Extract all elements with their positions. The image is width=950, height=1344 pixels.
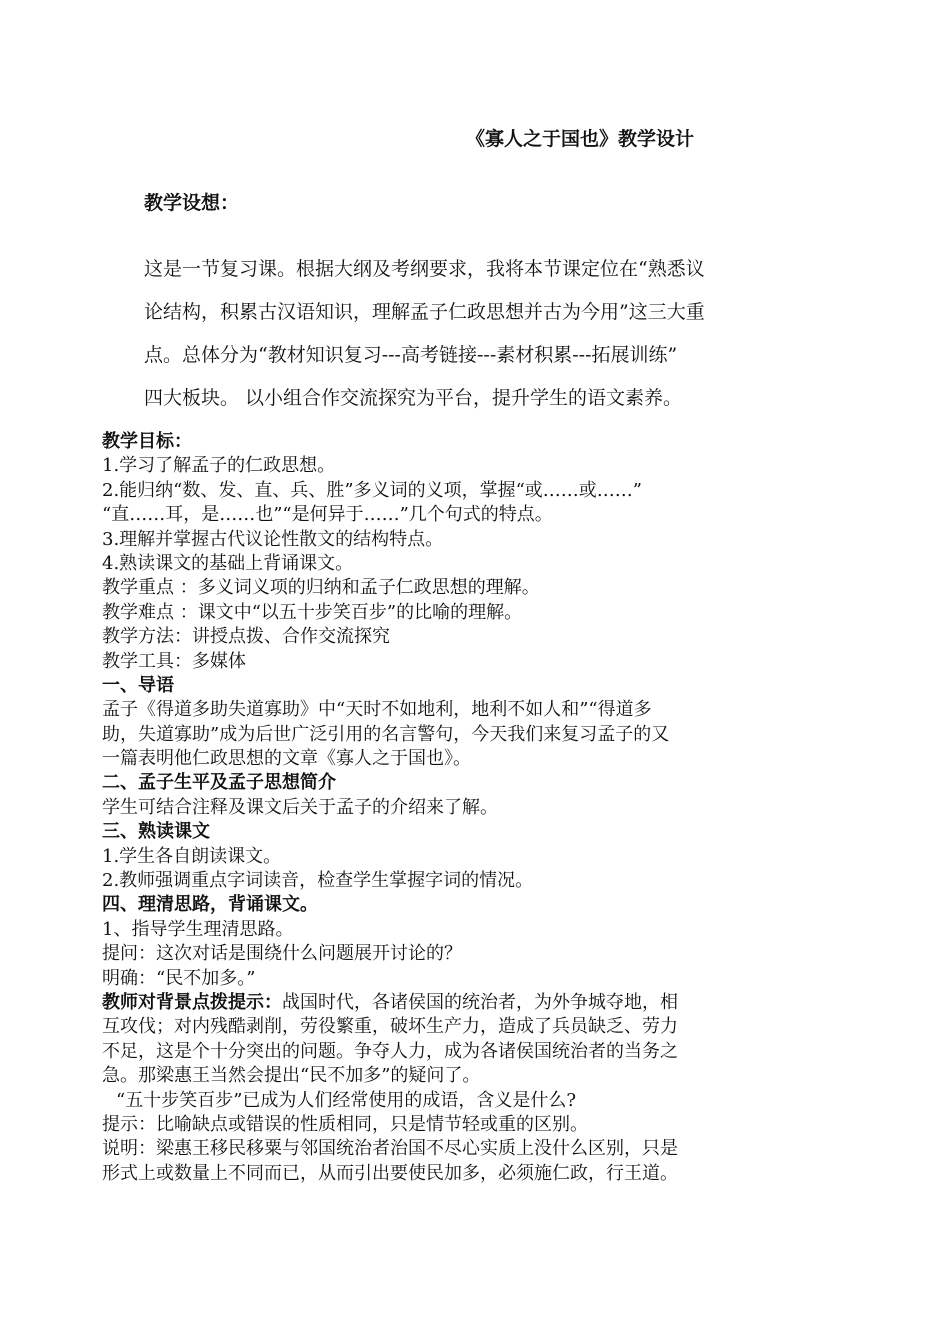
idiom-question: “五十步笑百步”已成为人们经常使用的成语，含义是什么? [116,1089,577,1111]
document-title: 《寡人之于国也》教学设计 [466,128,695,150]
section-4-line: 提问：这次对话是围绕什么问题展开讨论的？ [102,943,462,965]
explanation-line: 形式上或数量上不同而已，从而引出要使民加多，必须施仁政，行王道。 [102,1162,678,1184]
section-1-line: 孟子《得道多助失道寡助》中“天时不如地利，地利不如人和”“得道多 [102,699,652,721]
key-point: 教学重点 ：多义词义项的归纳和孟子仁政思想的理解。 [102,577,540,599]
goal-item: 1.学习了解孟子的仁政思想。 [102,455,336,477]
intro-line: 点。总体分为“教材知识复习---高考链接---素材积累---拓展训练” [144,344,678,366]
section-1-line: 一篇表明他仁政思想的文章《寡人之于国也》。 [102,748,471,770]
section-2-line: 学生可结合注释及课文后关于孟子的介绍来了解。 [102,796,498,818]
section-3-line: 1.学生各自朗读课文。 [102,845,282,867]
background-hint-line: 急。那梁惠王当然会提出“民不加多”的疑问了。 [102,1065,481,1087]
goal-item: 3.理解并掌握古代议论性散文的结构特点。 [102,528,444,550]
intro-line: 这是一节复习课。根据大纲及考纲要求，我将本节课定位在“熟悉议 [144,258,705,280]
goal-item: 4.熟读课文的基础上背诵课文。 [102,552,354,574]
section-1-line: 助，失道寡助”成为后世广泛引用的名言警句，今天我们来复习孟子的又 [102,723,670,745]
background-hint-label: 教师对背景点拨提示： [102,991,282,1013]
background-hint-line [102,991,802,1015]
section-2-heading: 二、孟子生平及孟子思想简介 [102,772,336,794]
teaching-method: 教学方法：讲授点拨、合作交流探究 [102,626,390,648]
intro-line: 四大板块。 以小组合作交流探究为平台，提升学生的语文素养。 [144,387,683,409]
section-4-line: 明确：“民不加多。” [102,967,256,989]
explanation-line: 说明：梁惠王移民移粟与邻国统治者治国不尽心实质上没什么区别，只是 [102,1138,678,1160]
teaching-tools: 教学工具：多媒体 [102,650,246,672]
section-3-line: 2.教师强调重点字词读音，检查学生掌握字词的情况。 [102,870,534,892]
section-1-heading: 一、导语 [102,674,174,696]
background-hint-text: 战国时代，各诸侯国的统治者，为外争城夺地，相 [282,991,678,1013]
teaching-idea-heading: 教学设想： [144,192,240,214]
goal-item: “直……耳，是……也”“是何异于……”几个句式的特点。 [102,504,553,526]
document-body [102,430,802,1186]
section-4-heading: 四、理清思路，背诵课文。 [102,894,318,916]
goal-item: 2.能归纳“数、发、直、兵、胜”多义词的义项，掌握“或……或……” [102,479,642,501]
background-hint-line: 互攻伐；对内残酷剥削，劳役繁重，破坏生产力，造成了兵员缺乏、劳力 [102,1016,678,1038]
goals-heading: 教学目标： [102,431,192,452]
background-hint-line: 不足，这是个十分突出的问题。争夺人力，成为各诸侯国统治者的当务之 [102,1040,678,1062]
section-3-heading: 三、熟读课文 [102,821,210,843]
section-4-line: 1、指导学生理清思路。 [102,918,294,940]
intro-line: 论结构，积累古汉语知识，理解孟子仁政思想并古为今用”这三大重 [144,301,705,323]
teaching-idea-paragraph [144,248,804,420]
idiom-tip: 提示：比喻缺点或错误的性质相同，只是情节轻或重的区别。 [102,1113,588,1135]
difficulty: 教学难点 ：课文中“以五十步笑百步”的比喻的理解。 [102,601,523,623]
